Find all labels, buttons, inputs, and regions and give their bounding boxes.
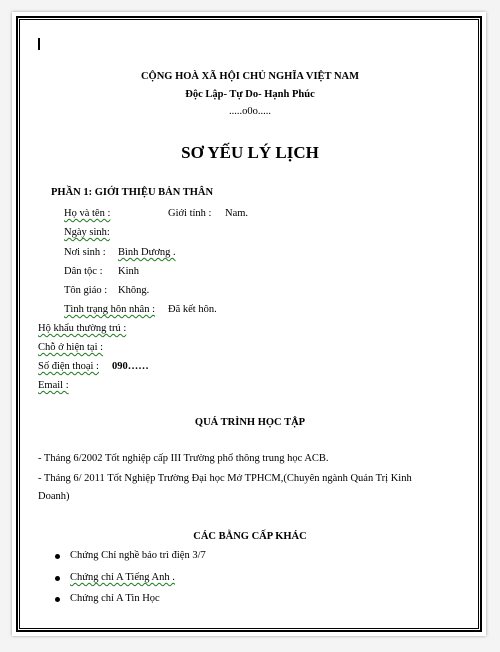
address-label: Chỗ ở hiện tại : (38, 342, 104, 353)
text-cursor (38, 38, 40, 50)
ethnicity-value: Kinh (118, 266, 139, 277)
gender-value: Nam. (225, 208, 249, 219)
ethnicity-label: Dân tộc : (64, 266, 103, 277)
birthplace-value: Bình Dương . (118, 247, 176, 258)
section-heading-intro: PHẦN 1: GIỚI THIỆU BẢN THÂN (51, 187, 214, 198)
nation-header: CỘNG HOÀ XÃ HỘI CHỦ NGHĨA VIỆT NAM (140, 71, 360, 82)
certificate-item: Chứng chỉ A Tin Học (70, 593, 160, 604)
phone-value: 090…… (112, 361, 149, 372)
phone-label: Số điện thoại : (38, 361, 99, 372)
education-item-1: - Tháng 6/2002 Tốt nghiệp cấp III Trường phổ thông trung học ACB. (38, 453, 329, 464)
education-item-2-cont: Doanh) (38, 491, 70, 502)
residence-label: Hộ khẩu thường trú : (38, 323, 127, 334)
section-heading-certificates: CÁC BẰNG CẤP KHÁC (193, 531, 307, 542)
birthdate-label: Ngày sinh: (64, 227, 110, 238)
section-heading-education: QUÁ TRÌNH HỌC TẬP (194, 417, 306, 428)
certificate-item: Chứng Chỉ nghề bảo trì điện 3/7 (70, 550, 206, 561)
gender-label: Giới tính : (168, 208, 212, 219)
religion-value: Không. (118, 285, 150, 296)
birthplace-label: Nơi sinh : (64, 247, 106, 258)
marital-value: Đã kết hôn. (168, 304, 217, 315)
email-label: Email : (38, 380, 69, 391)
bullet-icon (55, 576, 60, 581)
certificate-item: Chứng chỉ A Tiếng Anh . (70, 572, 175, 583)
bullet-icon (55, 597, 60, 602)
bullet-icon (55, 554, 60, 559)
page-title: SƠ YẾU LÝ LỊCH (181, 143, 319, 162)
ornament: .....o0o..... (229, 106, 271, 117)
marital-label: Tình trạng hôn nhân : (64, 304, 155, 315)
religion-label: Tôn giáo : (64, 285, 108, 296)
education-item-2: - Tháng 6/ 2011 Tốt Nghiệp Trường Đại học Mở TPHCM,(Chuyên ngành Quản Trị Kinh (38, 473, 412, 484)
motto: Độc Lập- Tự Do- Hạnh Phúc (185, 89, 315, 100)
name-label: Họ và tên : (64, 208, 111, 219)
